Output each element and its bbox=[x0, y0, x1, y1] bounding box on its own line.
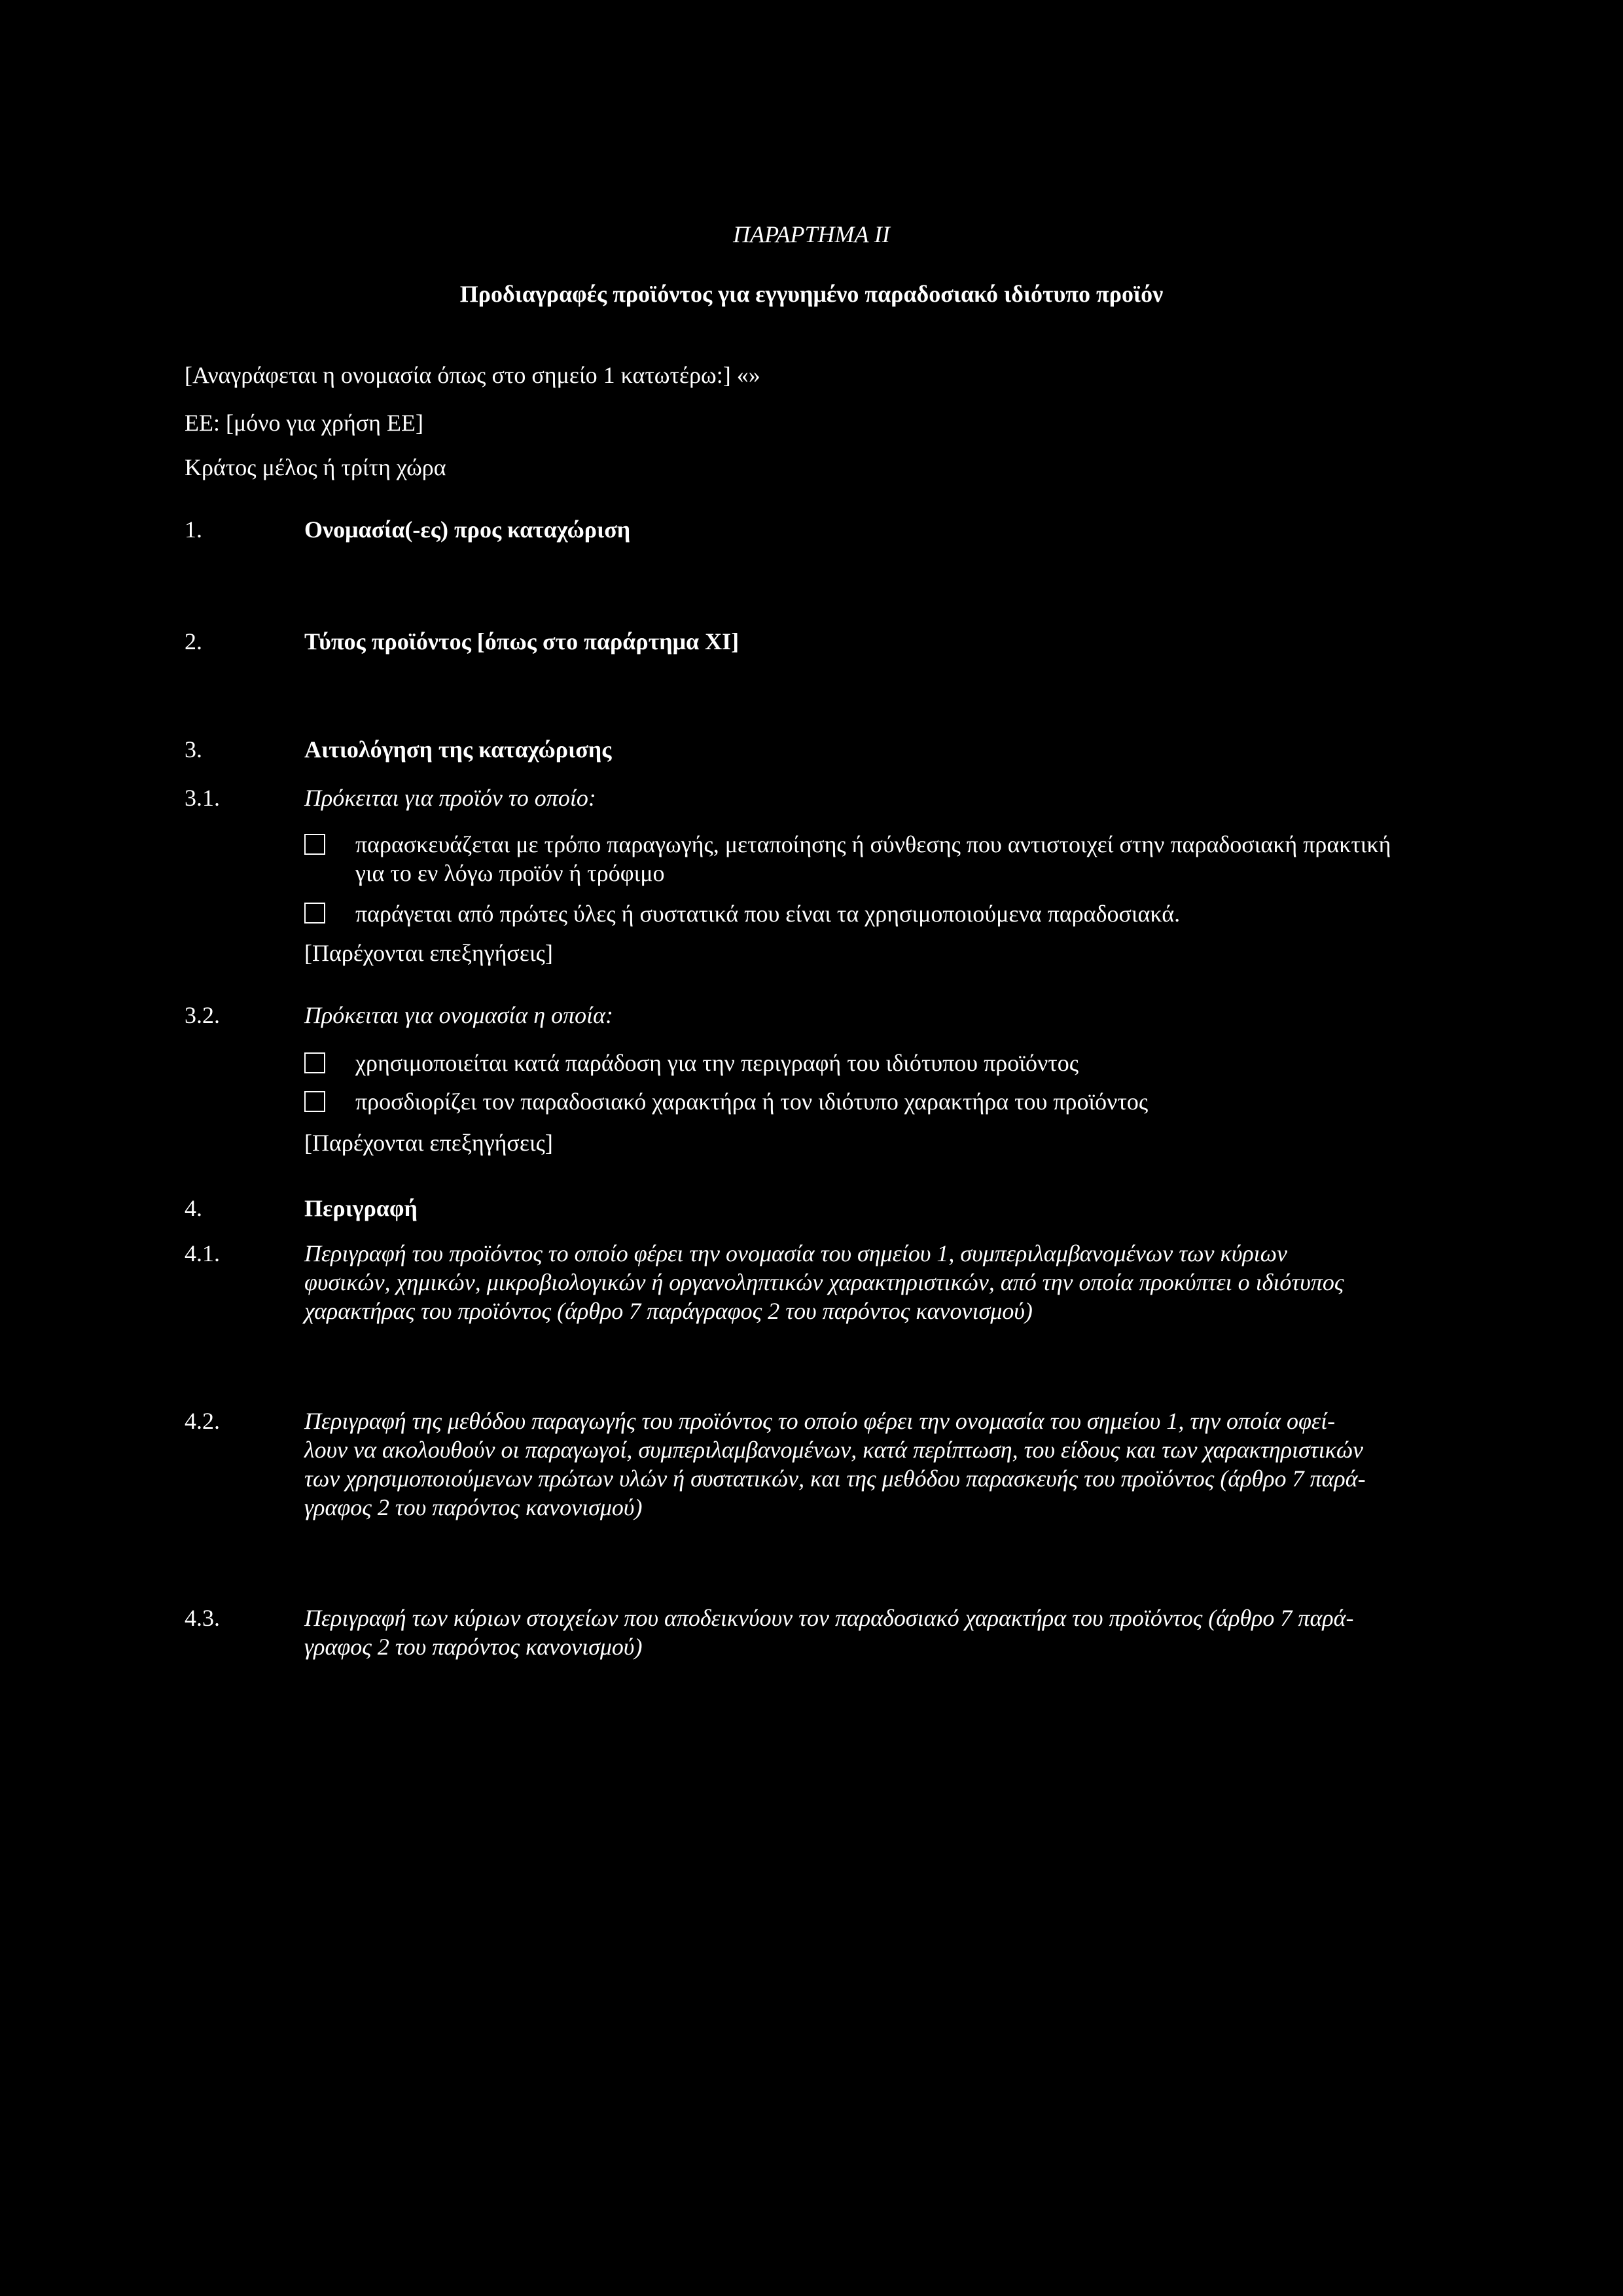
section-3-2-lead: Πρόκειται για ονομασία η οποία: bbox=[304, 1002, 613, 1028]
option-traditional-method-line1: παρασκευάζεται με τρόπο παραγωγής, μεταποίησης ή σύνθεσης που αντιστοιχεί στην παραδοσιακή πρακτική bbox=[355, 831, 1391, 857]
section-3-title: Αιτιολόγηση της καταχώρισης bbox=[304, 736, 612, 762]
section-4-number: 4. bbox=[185, 1195, 202, 1221]
section-2-title: Τύπος προϊόντος [όπως στο παράρτημα XI] bbox=[304, 628, 740, 655]
intro-name-line: [Αναγράφεται η ονομασία όπως στο σημείο 1 κατωτέρω:] «» bbox=[185, 362, 760, 388]
option-traditional-ingredients: παράγεται από πρώτες ύλες ή συστατικά που είναι τα χρησιμοποιούμενα παραδοσιακά. bbox=[355, 901, 1181, 927]
section-4-2-number: 4.2. bbox=[185, 1408, 220, 1434]
option-traditional-method bbox=[355, 830, 1442, 888]
checkbox-traditional-use[interactable] bbox=[304, 1052, 325, 1073]
section-4-2-line: των χρησιμοποιούμενων πρώτων υλών ή συστατικών, και της μεθόδου παρασκευής του προϊόντος (άρθρο 7 παρά- bbox=[304, 1465, 1366, 1492]
section-4-1-line: φυσικών, χημικών, μικροβιολογικών ή οργανοληπτικών χαρακτηριστικών, από την οποία προκύπτει ο ιδιότυπος bbox=[304, 1269, 1344, 1295]
section-3-1-lead: Πρόκειται για προϊόν το οποίο: bbox=[304, 785, 596, 811]
intro-eu-line: ΕΕ: [μόνο για χρήση ΕΕ] bbox=[185, 410, 423, 436]
section-4-1-line: χαρακτήρας του προϊόντος (άρθρο 7 παράγραφος 2 του παρόντος κανονισμού) bbox=[304, 1298, 1033, 1324]
section-4-1-number: 4.1. bbox=[185, 1240, 220, 1266]
section-2-number: 2. bbox=[185, 628, 202, 655]
section-1-number: 1. bbox=[185, 516, 202, 543]
section-4-2-text bbox=[304, 1407, 1440, 1522]
section-1-title: Ονομασία(-ες) προς καταχώριση bbox=[304, 516, 631, 543]
section-4-title: Περιγραφή bbox=[304, 1195, 418, 1221]
section-4-3-number: 4.3. bbox=[185, 1605, 220, 1631]
section-3-number: 3. bbox=[185, 736, 202, 762]
section-4-3-text bbox=[304, 1604, 1440, 1661]
section-4-3-line: γραφος 2 του παρόντος κανονισμού) bbox=[304, 1634, 643, 1660]
section-4-1-line: Περιγραφή του προϊόντος το οποίο φέρει την ονομασία του σημείου 1, συμπεριλαμβανομένων των κύριων bbox=[304, 1240, 1288, 1266]
section-3-2-number: 3.2. bbox=[185, 1002, 220, 1028]
section-4-2-line: γραφος 2 του παρόντος κανονισμού) bbox=[304, 1494, 643, 1520]
intro-country-line: Κράτος μέλος ή τρίτη χώρα bbox=[185, 454, 446, 480]
option-traditional-character: προσδιορίζει τον παραδοσιακό χαρακτήρα ή τον ιδιότυπο χαρακτήρα του προϊόντος bbox=[355, 1088, 1149, 1115]
checkbox-traditional-character[interactable] bbox=[304, 1091, 325, 1112]
option-traditional-method-line2: για το εν λόγω προϊόν ή τρόφιμο bbox=[355, 860, 665, 886]
checkbox-traditional-ingredients[interactable] bbox=[304, 903, 325, 924]
section-3-1-number: 3.1. bbox=[185, 785, 220, 811]
section-4-2-line: Περιγραφή της μεθόδου παραγωγής του προϊόντος το οποίο φέρει την ονομασία του σημείου 1, την οποία οφεί- bbox=[304, 1408, 1336, 1434]
section-3-1-note: [Παρέχονται επεξηγήσεις] bbox=[304, 940, 553, 966]
section-4-1-text bbox=[304, 1239, 1440, 1325]
document-subtitle: Προδιαγραφές προϊόντος για εγγυημένο παραδοσιακό ιδιότυπο προϊόν bbox=[459, 281, 1164, 307]
section-4-3-line: Περιγραφή των κύριων στοιχείων που αποδεικνύουν τον παραδοσιακό χαρακτήρα του προϊόντος (άρθρο 7 παρά- bbox=[304, 1605, 1354, 1631]
option-traditional-use: χρησιμοποιείται κατά παράδοση για την περιγραφή του ιδιότυπου προϊόντος bbox=[355, 1050, 1079, 1076]
checkbox-traditional-method[interactable] bbox=[304, 834, 325, 855]
annex-title: ΠΑΡΑΡΤΗΜΑ II bbox=[733, 221, 890, 247]
section-4-2-line: λουν να ακολουθούν οι παραγωγοί, συμπεριλαμβανομένων, κατά περίπτωση, του είδους και των χαρακτηριστικών bbox=[304, 1437, 1363, 1463]
section-3-2-note: [Παρέχονται επεξηγήσεις] bbox=[304, 1130, 553, 1156]
